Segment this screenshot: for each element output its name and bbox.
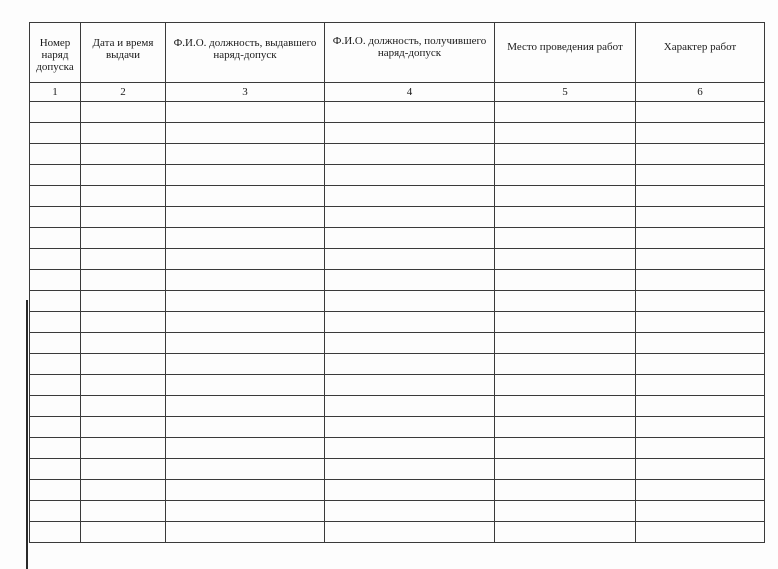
work-permit-journal-table — [29, 22, 765, 543]
table-cell[interactable] — [325, 270, 495, 291]
table-cell[interactable] — [495, 228, 636, 249]
table-row — [30, 459, 765, 480]
table-cell[interactable] — [636, 165, 765, 186]
table-cell[interactable] — [636, 459, 765, 480]
table-cell[interactable] — [166, 375, 325, 396]
header-work-type: Характер работ — [636, 23, 765, 83]
table-cell[interactable] — [30, 186, 81, 207]
table-cell[interactable] — [495, 375, 636, 396]
table-cell[interactable] — [636, 396, 765, 417]
table-cell[interactable] — [325, 375, 495, 396]
table-cell[interactable] — [166, 459, 325, 480]
table-cell[interactable] — [30, 249, 81, 270]
table-cell[interactable] — [30, 228, 81, 249]
table-cell[interactable] — [495, 417, 636, 438]
table-cell[interactable] — [166, 312, 325, 333]
table-cell[interactable] — [495, 186, 636, 207]
table-cell[interactable] — [30, 270, 81, 291]
table-cell[interactable] — [166, 396, 325, 417]
table-cell[interactable] — [81, 207, 166, 228]
table-cell[interactable] — [636, 312, 765, 333]
table-row — [30, 207, 765, 228]
table-cell[interactable] — [30, 144, 81, 165]
binding-edge-line — [26, 300, 28, 569]
table-row — [30, 249, 765, 270]
table-cell[interactable] — [166, 228, 325, 249]
table-cell[interactable] — [30, 291, 81, 312]
table-cell[interactable] — [325, 354, 495, 375]
table-cell[interactable] — [30, 207, 81, 228]
table-cell[interactable] — [166, 102, 325, 123]
table-row — [30, 291, 765, 312]
table-cell[interactable] — [495, 144, 636, 165]
table-cell[interactable] — [325, 396, 495, 417]
table-row — [30, 417, 765, 438]
table-row — [30, 438, 765, 459]
table-cell[interactable] — [81, 228, 166, 249]
table-cell[interactable] — [495, 291, 636, 312]
table-cell[interactable] — [495, 459, 636, 480]
table-cell[interactable] — [636, 228, 765, 249]
table-cell[interactable] — [636, 375, 765, 396]
table-cell[interactable] — [166, 165, 325, 186]
table-cell[interactable] — [495, 102, 636, 123]
table-cell[interactable] — [166, 354, 325, 375]
table-cell[interactable] — [166, 270, 325, 291]
table-cell[interactable] — [166, 438, 325, 459]
table-row — [30, 375, 765, 396]
table-cell[interactable] — [495, 522, 636, 543]
table-cell[interactable] — [30, 480, 81, 501]
table-cell[interactable] — [81, 102, 166, 123]
table-cell[interactable] — [636, 186, 765, 207]
header-issue-datetime: Дата и время выдачи — [81, 23, 166, 83]
table-row — [30, 165, 765, 186]
table-cell[interactable] — [495, 270, 636, 291]
table-cell[interactable] — [495, 480, 636, 501]
table-cell[interactable] — [81, 312, 166, 333]
header-recipient: Ф.И.О. должность, получившего наряд-допуск — [325, 23, 495, 83]
table-cell[interactable] — [636, 249, 765, 270]
table-cell[interactable] — [325, 459, 495, 480]
table-cell[interactable] — [495, 438, 636, 459]
table-cell[interactable] — [636, 123, 765, 144]
header-row — [30, 23, 765, 83]
table-cell[interactable] — [636, 102, 765, 123]
table-cell[interactable] — [636, 270, 765, 291]
table-cell[interactable] — [325, 249, 495, 270]
table-cell[interactable] — [325, 207, 495, 228]
table-row — [30, 522, 765, 543]
table-cell[interactable] — [636, 354, 765, 375]
table-cell[interactable] — [325, 522, 495, 543]
table-cell[interactable] — [495, 207, 636, 228]
table-cell[interactable] — [30, 312, 81, 333]
table-cell[interactable] — [636, 417, 765, 438]
table-cell[interactable] — [166, 501, 325, 522]
table-row — [30, 123, 765, 144]
table-cell[interactable] — [636, 438, 765, 459]
table-cell[interactable] — [30, 165, 81, 186]
table-row — [30, 501, 765, 522]
table-row — [30, 354, 765, 375]
table-cell[interactable] — [166, 480, 325, 501]
table-cell[interactable] — [30, 354, 81, 375]
table-cell[interactable] — [30, 396, 81, 417]
table-cell[interactable] — [81, 249, 166, 270]
table-cell[interactable] — [325, 123, 495, 144]
table-cell[interactable] — [495, 312, 636, 333]
table-cell[interactable] — [81, 333, 166, 354]
table-cell[interactable] — [325, 228, 495, 249]
table-cell[interactable] — [166, 186, 325, 207]
table-cell[interactable] — [30, 417, 81, 438]
table-row — [30, 228, 765, 249]
table-cell[interactable] — [81, 375, 166, 396]
table-row — [30, 186, 765, 207]
table-cell[interactable] — [325, 102, 495, 123]
column-number: 2 — [81, 83, 166, 102]
table-cell[interactable] — [81, 522, 166, 543]
table-cell[interactable] — [81, 501, 166, 522]
table-cell[interactable] — [166, 123, 325, 144]
table-cell[interactable] — [30, 522, 81, 543]
table-cell[interactable] — [30, 102, 81, 123]
column-number: 6 — [636, 83, 765, 102]
table-cell[interactable] — [166, 333, 325, 354]
table-cell[interactable] — [81, 291, 166, 312]
table-cell[interactable] — [81, 144, 166, 165]
table-cell[interactable] — [325, 165, 495, 186]
table-cell[interactable] — [30, 333, 81, 354]
table-cell[interactable] — [81, 270, 166, 291]
column-number: 3 — [166, 83, 325, 102]
header-permit-number: Номер наряд допуска — [30, 23, 81, 83]
table-cell[interactable] — [325, 312, 495, 333]
table-cell[interactable] — [495, 165, 636, 186]
table-cell[interactable] — [636, 207, 765, 228]
table-row — [30, 480, 765, 501]
table-cell[interactable] — [636, 291, 765, 312]
table-cell[interactable] — [495, 396, 636, 417]
table-cell[interactable] — [81, 186, 166, 207]
table-cell[interactable] — [325, 501, 495, 522]
table-cell[interactable] — [30, 123, 81, 144]
table-cell[interactable] — [325, 291, 495, 312]
table-cell[interactable] — [81, 417, 166, 438]
table-cell[interactable] — [325, 480, 495, 501]
table-cell[interactable] — [636, 144, 765, 165]
table-cell[interactable] — [636, 522, 765, 543]
table-row — [30, 144, 765, 165]
table-cell[interactable] — [636, 501, 765, 522]
table-cell[interactable] — [495, 501, 636, 522]
table-cell[interactable] — [81, 354, 166, 375]
table-cell[interactable] — [325, 438, 495, 459]
table-cell[interactable] — [636, 480, 765, 501]
table-cell[interactable] — [166, 417, 325, 438]
table-cell[interactable] — [495, 123, 636, 144]
header-work-location: Место проведения работ — [495, 23, 636, 83]
header-issuer: Ф.И.О. должность, выдавшего наряд-допуск — [166, 23, 325, 83]
table-cell[interactable] — [81, 438, 166, 459]
table-cell[interactable] — [30, 375, 81, 396]
table-cell[interactable] — [81, 123, 166, 144]
column-number: 1 — [30, 83, 81, 102]
table-cell[interactable] — [325, 417, 495, 438]
table-row — [30, 333, 765, 354]
table-cell[interactable] — [495, 354, 636, 375]
table-row — [30, 396, 765, 417]
table-cell[interactable] — [81, 396, 166, 417]
table-cell[interactable] — [81, 480, 166, 501]
column-number-row — [30, 83, 765, 102]
table-row — [30, 312, 765, 333]
table-cell[interactable] — [495, 333, 636, 354]
table-cell[interactable] — [495, 249, 636, 270]
table-cell[interactable] — [636, 333, 765, 354]
table-cell[interactable] — [166, 207, 325, 228]
column-number: 5 — [495, 83, 636, 102]
table-cell[interactable] — [325, 144, 495, 165]
table-cell[interactable] — [166, 144, 325, 165]
table-cell[interactable] — [325, 333, 495, 354]
table-row — [30, 270, 765, 291]
table-cell[interactable] — [30, 438, 81, 459]
column-number: 4 — [325, 83, 495, 102]
table-cell[interactable] — [30, 459, 81, 480]
table-row — [30, 102, 765, 123]
table-cell[interactable] — [325, 186, 495, 207]
table-cell[interactable] — [81, 459, 166, 480]
table-cell[interactable] — [30, 501, 81, 522]
table-cell[interactable] — [166, 249, 325, 270]
table-cell[interactable] — [166, 291, 325, 312]
table-cell[interactable] — [166, 522, 325, 543]
table-cell[interactable] — [81, 165, 166, 186]
